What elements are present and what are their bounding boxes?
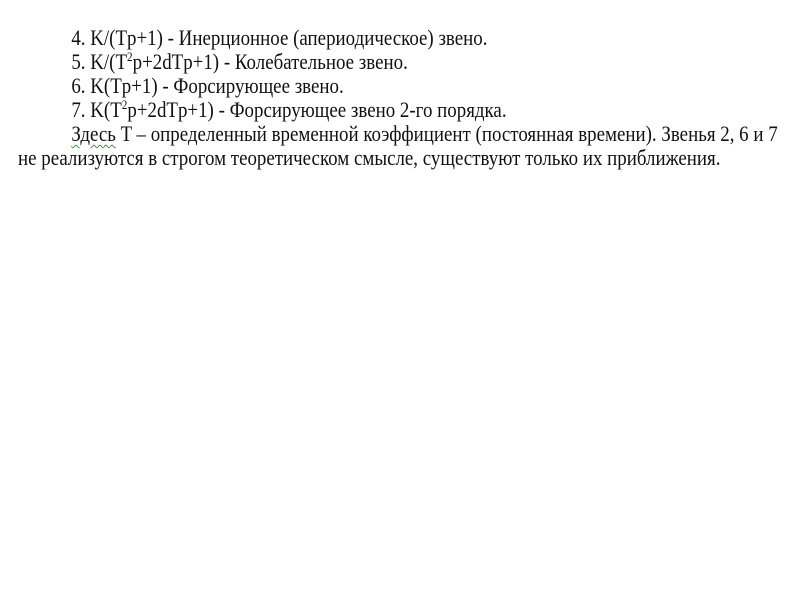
- list-item-6-text: 6. K(Tp+1) - Форсирующее звено.: [71, 73, 344, 98]
- list-item-5: [18, 50, 680, 74]
- list-item-7-superscript: 2: [121, 97, 128, 112]
- list-item-4-text: 4. K/(Tp+1) - Инерционное (апериодическое) звено.: [71, 25, 488, 50]
- list-item-7-text-before: 7. K(T: [71, 97, 122, 122]
- spellcheck-marked-word: Здесь: [71, 121, 116, 146]
- document-body: [18, 25, 778, 170]
- explanation-paragraph-text: T – определенный временной коэффициент (постоянная времени). Звенья 2, 6 и 7 не реализуются в строгом теоретическом смысле, существуют только их приближения.: [18, 121, 778, 170]
- list-item-4: [18, 26, 680, 50]
- list-item-6: [18, 74, 680, 98]
- list-item-5-text-before: 5. K/(T: [71, 49, 128, 74]
- list-item-7: [18, 98, 680, 122]
- list-item-5-text-after: p+2dTp+1) - Колебательное звено.: [132, 49, 408, 74]
- list-item-7-text-after: p+2dTp+1) - Форсирующее звено 2-го порядка.: [127, 97, 507, 122]
- list-item-5-superscript: 2: [127, 49, 133, 64]
- explanation-paragraph: [18, 122, 788, 170]
